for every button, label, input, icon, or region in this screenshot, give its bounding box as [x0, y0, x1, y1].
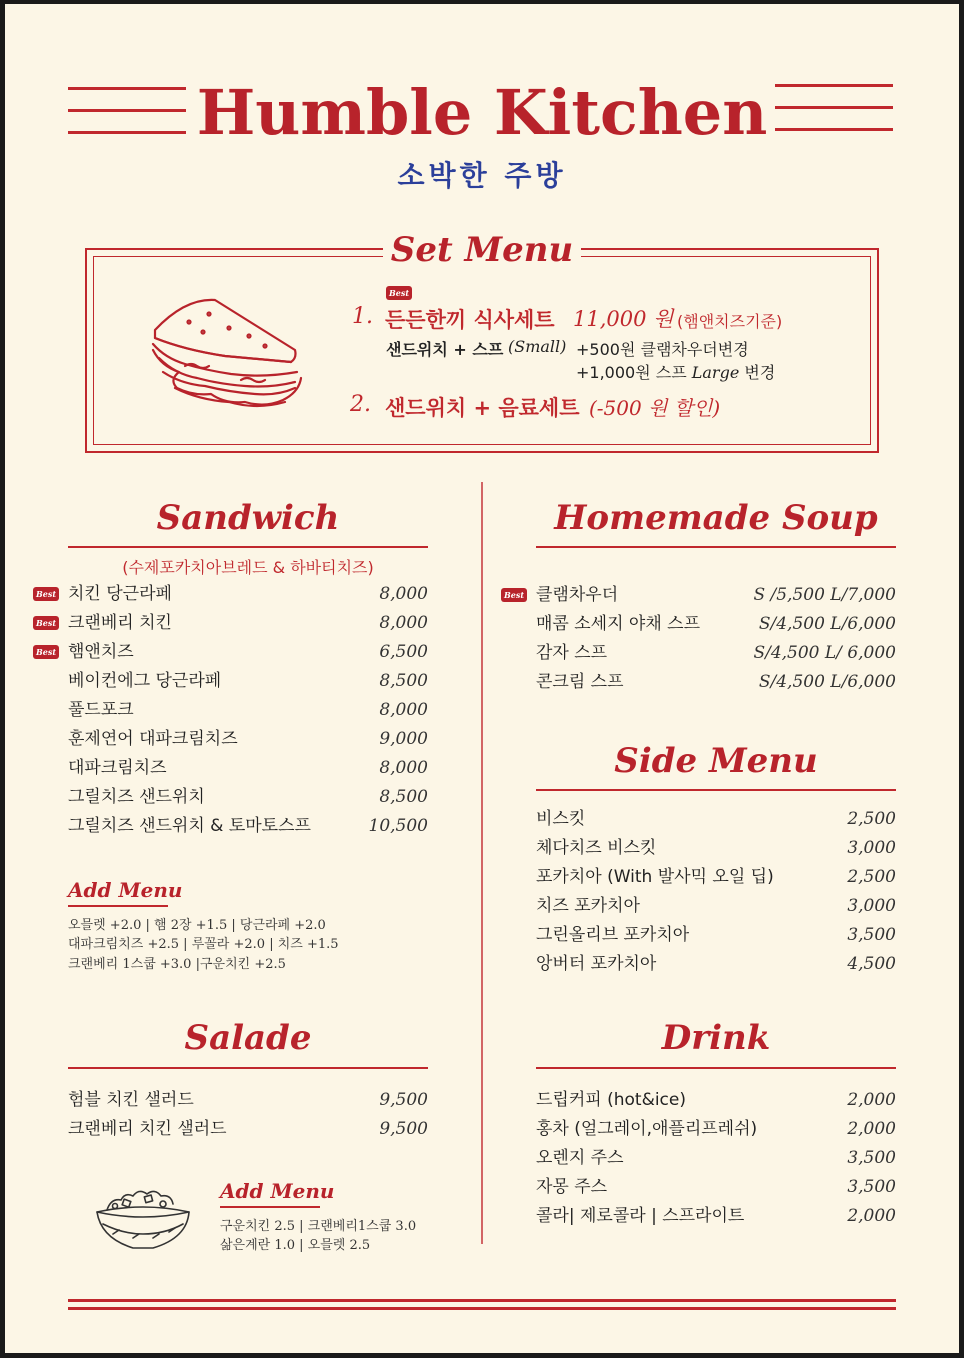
side-item-name: 치즈 포카치아 — [536, 896, 640, 916]
side-item-name: 비스킷 — [536, 809, 586, 829]
best-badge-icon: Best — [33, 645, 59, 659]
sandwich-add-line-1: 오믈렛 +2.0 | 햄 2장 +1.5 | 당근라페 +2.0 — [68, 918, 326, 933]
sandwich-item-row — [68, 814, 428, 838]
salade-add-menu-title: Add Menu — [220, 1179, 335, 1203]
sandwich-subtitle: (수제포카치아브레드 & 하바티치즈) — [122, 558, 374, 577]
sandwich-item-price: 8,000 — [379, 613, 428, 633]
sandwich-item-name: 베이컨에그 당근라페 — [68, 671, 222, 691]
sandwich-item-name: 치킨 당근라페 — [68, 584, 172, 604]
salade-item-price: 9,500 — [379, 1090, 428, 1110]
sandwich-item-price: 6,500 — [379, 642, 428, 662]
salade-add-menu-underline — [220, 1206, 320, 1208]
soup-item-row — [536, 612, 896, 636]
sandwich-item-row — [68, 640, 428, 664]
salade-item-row — [68, 1117, 428, 1141]
side-item-price: 4,500 — [847, 954, 896, 974]
soup-item-price: S/4,500 L/6,000 — [758, 614, 896, 634]
sandwich-add-menu-title: Add Menu — [68, 878, 183, 902]
set-item-2-name: 샌드위치 + 음료세트 — [385, 396, 580, 420]
salade-underline — [68, 1067, 428, 1069]
soup-item-price: S /5,500 L/7,000 — [753, 585, 896, 605]
sandwich-item-price: 8,500 — [379, 787, 428, 807]
set-item-1-option-2-suffix: 변경 — [744, 363, 776, 382]
sandwich-item-row — [68, 785, 428, 809]
sandwich-add-line-3: 크랜베리 1스쿱 +3.0 |구운치킨 +2.5 — [68, 957, 286, 972]
set-item-1-option-1: +500원 클램차우더변경 — [576, 340, 749, 359]
drink-item-price: 2,000 — [847, 1119, 896, 1139]
best-badge-icon: Best — [501, 588, 527, 602]
set-item-1-note: (햄앤치즈기준) — [677, 312, 783, 331]
drink-item-row — [536, 1117, 896, 1141]
drink-item-name: 드립커피 (hot&ice) — [536, 1090, 686, 1110]
set-item-1-number: 1. — [352, 304, 373, 329]
set-item-1-price: 11,000 원 — [573, 307, 674, 331]
soup-item-price: S/4,500 L/ 6,000 — [753, 643, 896, 663]
column-divider — [481, 482, 483, 1244]
set-item-1-option-2-size: Large — [691, 363, 740, 382]
sandwich-underline — [68, 546, 428, 548]
side-item-name: 그린올리브 포카치아 — [536, 925, 690, 945]
sandwich-item-row — [68, 698, 428, 722]
side-item-row — [536, 923, 896, 947]
sandwich-item-name: 풀드포크 — [68, 700, 134, 720]
drink-title: Drink — [661, 1018, 771, 1058]
set-item-1-option-2 — [576, 360, 775, 383]
salade-add-line-1: 구운치킨 2.5 | 크랜베리1스쿱 3.0 — [220, 1219, 417, 1234]
drink-item-row — [536, 1088, 896, 1112]
salade-item-name: 험블 치킨 샐러드 — [68, 1090, 194, 1110]
sandwich-item-price: 8,000 — [379, 758, 428, 778]
side-item-name: 체다치즈 비스킷 — [536, 838, 657, 858]
side-item-price: 2,500 — [847, 809, 896, 829]
soup-title: Homemade Soup — [554, 498, 878, 538]
best-badge-icon: Best — [33, 616, 59, 630]
sandwich-item-price: 8,500 — [379, 671, 428, 691]
sandwich-title: Sandwich — [156, 498, 340, 538]
drink-underline — [536, 1067, 896, 1069]
salade-title: Salade — [184, 1018, 312, 1058]
sandwich-item-row — [68, 756, 428, 780]
sandwich-illustration-icon — [145, 292, 305, 416]
side-item-row — [536, 894, 896, 918]
salade-item-row — [68, 1088, 428, 1112]
drink-item-price: 2,000 — [847, 1206, 896, 1226]
side-item-row — [536, 952, 896, 976]
side-item-name: 포카치아 (With 발사믹 오일 딥) — [536, 867, 774, 887]
drink-item-row — [536, 1146, 896, 1170]
sandwich-item-row — [68, 582, 428, 606]
set-item-1-name: 든든한끼 식사세트 — [385, 308, 555, 332]
soup-item-row — [536, 641, 896, 665]
footer-rule-1 — [68, 1299, 896, 1302]
side-item-price: 3,000 — [847, 896, 896, 916]
drink-item-name: 홍차 (얼그레이,애플리프레쉬) — [536, 1119, 758, 1139]
side-item-price: 3,500 — [847, 925, 896, 945]
sandwich-item-price: 10,500 — [368, 816, 428, 836]
set-item-1-option-2-prefix: +1,000원 스프 — [576, 363, 687, 382]
set-item-1-detail-size: (Small) — [508, 337, 567, 356]
side-item-price: 2,500 — [847, 867, 896, 887]
side-title: Side Menu — [614, 741, 818, 781]
sandwich-item-row — [68, 611, 428, 635]
salade-item-name: 크랜베리 치킨 샐러드 — [68, 1119, 227, 1139]
side-item-name: 앙버터 포카치아 — [536, 954, 657, 974]
drink-item-name: 콜라| 제로콜라 | 스프라이트 — [536, 1206, 745, 1226]
set-menu-title: Set Menu — [390, 230, 574, 270]
soup-item-name: 클램차우더 — [536, 585, 619, 605]
restaurant-subtitle: 소박한 주방 — [397, 159, 567, 192]
best-badge-icon: Best — [386, 286, 412, 300]
drink-item-name: 오렌지 주스 — [536, 1148, 624, 1168]
drink-item-price: 2,000 — [847, 1090, 896, 1110]
menu-page — [5, 4, 959, 1353]
sandwich-item-name: 그릴치즈 샌드위치 & 토마토스프 — [68, 816, 311, 836]
sandwich-item-name: 대파크림치즈 — [68, 758, 167, 778]
set-item-1-detail: 샌드위치 + 스프 — [386, 340, 504, 359]
set-item-2-discount: (-500 원 할인) — [589, 396, 721, 420]
footer-rule-2 — [68, 1307, 896, 1310]
sandwich-item-price: 9,000 — [379, 729, 428, 749]
soup-item-price: S/4,500 L/6,000 — [758, 672, 896, 692]
drink-item-price: 3,500 — [847, 1148, 896, 1168]
sandwich-item-name: 훈제연어 대파크림치즈 — [68, 729, 238, 749]
side-item-row — [536, 865, 896, 889]
sandwich-item-name: 그릴치즈 샌드위치 — [68, 787, 205, 807]
side-item-price: 3,000 — [847, 838, 896, 858]
sandwich-item-price: 8,000 — [379, 700, 428, 720]
restaurant-title: Humble Kitchen — [196, 76, 768, 149]
sandwich-item-row — [68, 669, 428, 693]
side-underline — [536, 789, 896, 791]
soup-item-name: 매콤 소세지 야채 스프 — [536, 614, 701, 634]
salade-add-line-2: 삶은계란 1.0 | 오믈렛 2.5 — [220, 1238, 371, 1253]
sandwich-item-name: 크랜베리 치킨 — [68, 613, 172, 633]
soup-underline — [536, 546, 896, 548]
sandwich-item-price: 8,000 — [379, 584, 428, 604]
soup-item-row — [536, 583, 896, 607]
sandwich-add-menu-underline — [68, 905, 168, 907]
drink-item-row — [536, 1204, 896, 1228]
drink-item-row — [536, 1175, 896, 1199]
soup-item-name: 감자 스프 — [536, 643, 608, 663]
salad-bowl-icon — [93, 1188, 193, 1254]
sandwich-add-line-2: 대파크림치즈 +2.5 | 루꼴라 +2.0 | 치즈 +1.5 — [68, 937, 339, 952]
sandwich-item-name: 햄앤치즈 — [68, 642, 134, 662]
soup-item-name: 콘크림 스프 — [536, 672, 624, 692]
salade-item-price: 9,500 — [379, 1119, 428, 1139]
side-item-row — [536, 836, 896, 860]
side-item-row — [536, 807, 896, 831]
best-badge-icon: Best — [33, 587, 59, 601]
set-item-2-number: 2. — [350, 392, 371, 417]
sandwich-item-row — [68, 727, 428, 751]
drink-item-name: 자몽 주스 — [536, 1177, 608, 1197]
drink-item-price: 3,500 — [847, 1177, 896, 1197]
soup-item-row — [536, 670, 896, 694]
